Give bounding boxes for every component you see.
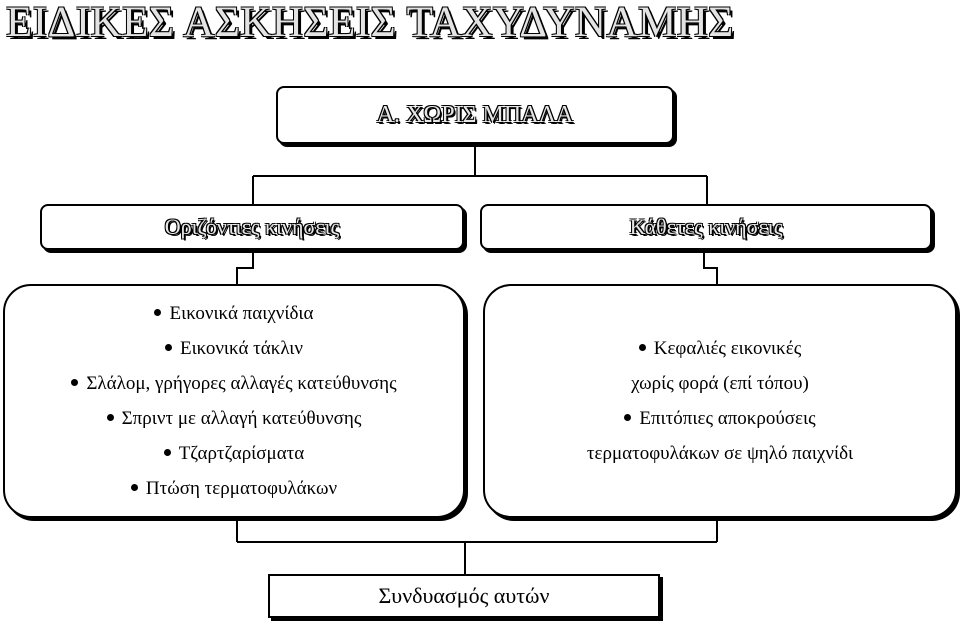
bullet-icon bbox=[154, 309, 161, 316]
list-item-continuation: χωρίς φορά (επί τόπου) bbox=[631, 373, 809, 394]
diagram-title: ΕΙΔΙΚΕΣ ΑΣΚΗΣΕΙΣ ΤΑΧΥΔΥΝΑΜΗΣ bbox=[6, 0, 734, 46]
combination-label: Συνδυασμός αυτών bbox=[378, 583, 550, 608]
vertical-movements-label: Κάθετες κινήσεις bbox=[629, 214, 783, 239]
list-item: Κεφαλιές εικονικές χωρίς φορά (επί τόπου) bbox=[587, 331, 853, 401]
combination-node bbox=[268, 574, 660, 618]
vertical-movements-node bbox=[480, 204, 932, 250]
bullet-icon bbox=[624, 414, 631, 421]
bullet-icon bbox=[71, 379, 78, 386]
list-item: Πτώση τερματοφυλάκων bbox=[71, 471, 396, 506]
vertical-exercises-list bbox=[483, 284, 957, 518]
root-label: Α. ΧΩΡΙΣ ΜΠΑΛΑ bbox=[376, 101, 574, 128]
horizontal-movements-label: Οριζόντιες κινήσεις bbox=[164, 214, 340, 239]
list-item: Εικονικά τάκλιν bbox=[71, 331, 396, 366]
bullet-icon bbox=[131, 484, 138, 491]
horizontal-movements-node bbox=[40, 204, 464, 250]
bullet-icon bbox=[107, 414, 114, 421]
bullet-icon bbox=[164, 449, 171, 456]
root-node bbox=[276, 86, 674, 144]
list-item: Εικονικά παιχνίδια bbox=[71, 296, 396, 331]
list-item: Επιτόπιες αποκρούσεις τερματοφυλάκων σε ψηλό παιχνίδι bbox=[587, 401, 853, 471]
bullet-icon bbox=[639, 344, 646, 351]
list-item-continuation: τερματοφυλάκων σε ψηλό παιχνίδι bbox=[586, 443, 854, 464]
horizontal-exercises-list bbox=[3, 284, 465, 518]
list-item: Σπριντ με αλλαγή κατεύθυνσης bbox=[71, 401, 396, 436]
list-item: Σλάλομ, γρήγορες αλλαγές κατεύθυνσης bbox=[71, 366, 396, 401]
bullet-icon bbox=[165, 344, 172, 351]
list-item: Τζαρτζαρίσματα bbox=[71, 436, 396, 471]
